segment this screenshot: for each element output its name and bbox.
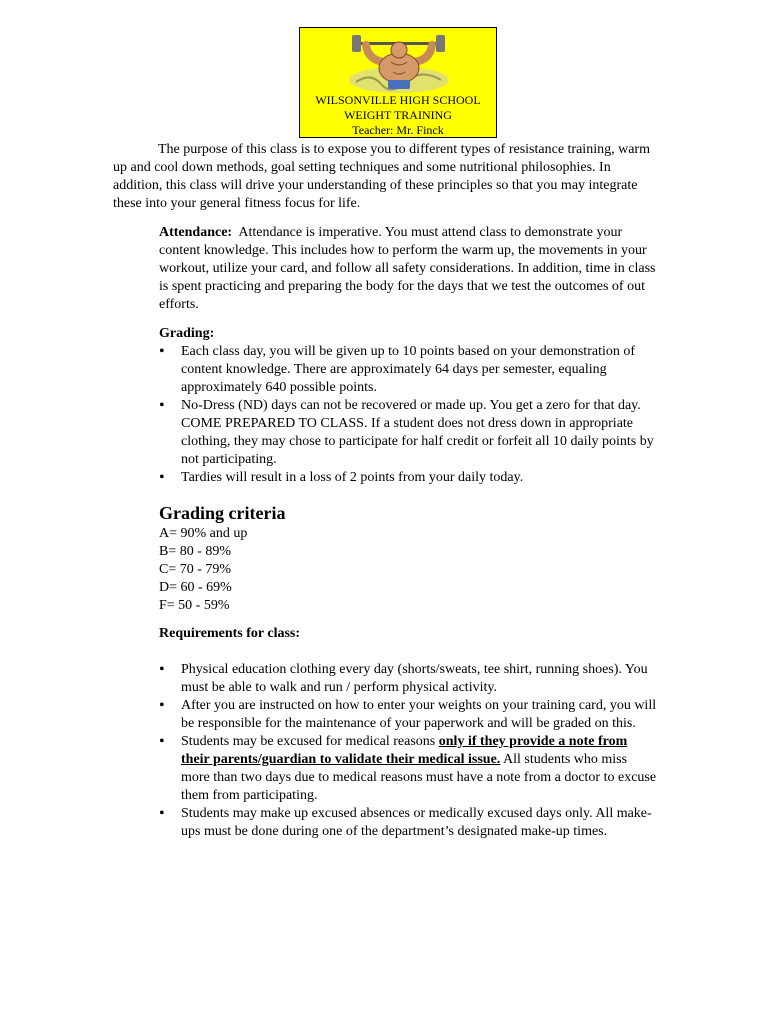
requirements-title: Requirements for class: (159, 626, 301, 641)
list-item: • After you are instructed on how to enter your weights on your training card, you will be responsible for the maintenance of your paperwork and will be graded on this. (159, 697, 659, 733)
grading-list (159, 343, 659, 487)
list-item: • No-Dress (ND) days can not be recovered or made up. You get a zero for that day. COME PREPARED TO CLASS. If a student does not dress down in appropriate clothing, they may chose to participate for half credit or forfeit all 10 daily points by not participating. (159, 397, 659, 469)
intro-paragraph: The purpose of this class is to expose you to different types of resistance training, warm up and cool down methods, goal setting techniques and some nutritional philosophies. In addition, this class will drive your understanding of these principles so that you may integrate these into your general fitness focus for life. (113, 142, 650, 211)
list-item: • Students may make up excused absences or medically excused days only. All make-ups must be done during one of the department’s designated make-up times. (159, 805, 659, 841)
teacher-name: Teacher: Mr. Finck (352, 123, 444, 137)
requirement-text: All students who miss more than two days due to medical reasons must have a note from a doctor to excuse them from participating. (181, 752, 657, 803)
grade-line: F= 50 - 59% (159, 598, 230, 613)
grade-scale (159, 525, 247, 615)
requirements-list (159, 661, 659, 841)
grading-title: Grading: (159, 326, 215, 341)
list-item: • Tardies will result in a loss of 2 points from your daily today. (159, 469, 659, 487)
weightlifter-icon (346, 32, 452, 94)
list-item: • Each class day, you will be given up to 10 points based on your demonstration of content knowledge. There are approximately 64 days per semester, equaling approximately 640 possible points. (159, 343, 659, 397)
grade-line: D= 60 - 69% (159, 580, 232, 595)
list-item (159, 733, 659, 805)
requirement-text: Students may be excused for medical reasons (181, 734, 439, 749)
attendance-text: Attendance is imperative. You must attend class to demonstrate your content knowledge. This includes how to perform the warm up, the movements in your workout, utilize your card, and follow all safety considerations. In addition, time in class is spent practicing and preparing the body for the days that we test the outcomes of out efforts. (159, 225, 656, 312)
course-name: WEIGHT TRAINING (344, 108, 452, 122)
list-item: • Physical education clothing every day (shorts/sweats, tee shirt, running shoes). You must be able to walk and run / perform physical activity. (159, 661, 659, 697)
school-name: WILSONVILLE HIGH SCHOOL (315, 93, 481, 107)
header-box (299, 27, 497, 138)
grading-criteria-title: Grading criteria (159, 503, 286, 523)
attendance-label: Attendance: (159, 225, 233, 240)
grade-line: A= 90% and up (159, 526, 248, 541)
grade-line: C= 70 - 79% (159, 562, 232, 577)
medical-note-emphasis: only if they provide a note from their parents/guardian to validate their medical issue. (181, 734, 628, 767)
grade-line: B= 80 - 89% (159, 544, 232, 559)
attendance-paragraph (159, 224, 659, 314)
